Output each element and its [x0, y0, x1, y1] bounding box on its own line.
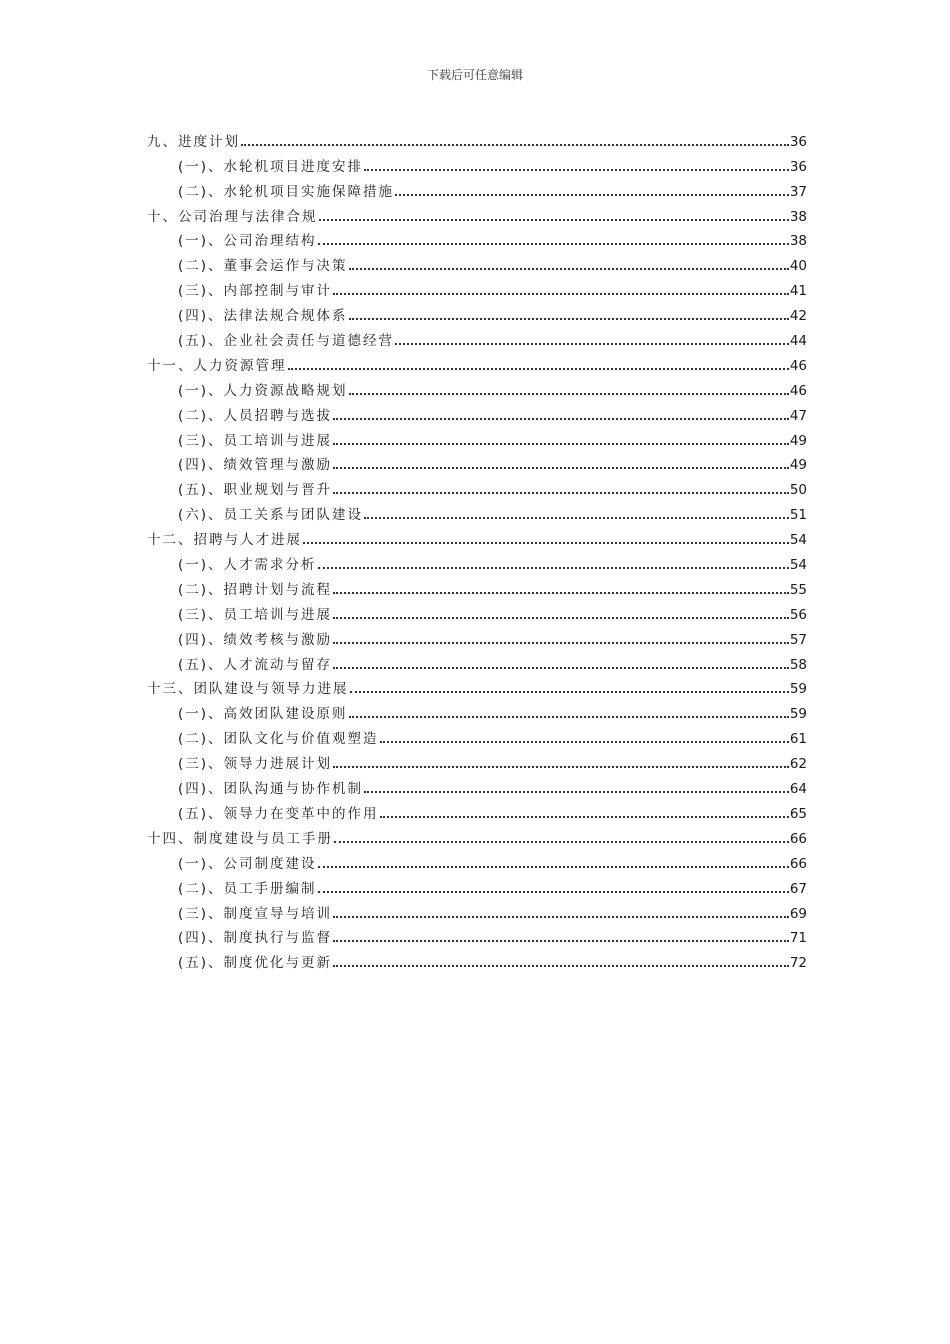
toc-entry-title: 十一、人力资源管理 [147, 357, 287, 374]
toc-entry-title: 十四、制度建设与员工手册 [147, 830, 333, 847]
toc-page-number: 69 [789, 905, 807, 922]
toc-entry-title: (六)、员工关系与团队建设 [178, 507, 364, 524]
toc-page-number: 36 [789, 158, 807, 175]
toc-dot-leader [349, 267, 789, 270]
toc-section-entry[interactable] [147, 573, 807, 598]
toc-entry-title: 十、公司治理与法律合规 [147, 208, 318, 225]
toc-section-entry[interactable] [147, 473, 807, 498]
toc-entry-title: 十二、招聘与人才进展 [147, 532, 302, 549]
toc-chapter-entry[interactable] [147, 349, 807, 374]
toc-dot-leader [318, 890, 789, 893]
toc-section-entry[interactable] [147, 747, 807, 772]
toc-dot-leader [333, 466, 789, 469]
toc-dot-leader [349, 317, 789, 320]
toc-chapter-entry[interactable] [147, 523, 807, 548]
toc-chapter-entry[interactable] [147, 822, 807, 847]
toc-page-number: 37 [789, 183, 807, 200]
toc-entry-title: (五)、人才流动与留存 [178, 656, 333, 673]
toc-chapter-entry[interactable] [147, 125, 807, 150]
toc-section-entry[interactable] [147, 399, 807, 424]
toc-page-number: 61 [789, 731, 807, 748]
toc-entry-title: (四)、绩效考核与激励 [178, 631, 333, 648]
toc-page-number: 64 [789, 781, 807, 798]
toc-page-number: 65 [789, 805, 807, 822]
toc-page-number: 56 [789, 606, 807, 623]
toc-page-number: 38 [789, 233, 807, 250]
toc-entry-title: (一)、高效团队建设原则 [178, 706, 348, 723]
toc-section-entry[interactable] [147, 374, 807, 399]
toc-section-entry[interactable] [147, 623, 807, 648]
toc-dot-leader [380, 740, 789, 743]
toc-dot-leader [333, 442, 789, 445]
toc-page-number: 50 [789, 482, 807, 499]
toc-dot-leader [333, 417, 789, 420]
toc-entry-title: (一)、水轮机项目进度安排 [178, 158, 364, 175]
toc-section-entry[interactable] [147, 897, 807, 922]
toc-entry-title: (三)、员工培训与进展 [178, 606, 333, 623]
toc-section-entry[interactable] [147, 648, 807, 673]
toc-dot-leader [288, 367, 789, 370]
toc-page-number: 36 [789, 133, 807, 150]
toc-page-number: 66 [789, 830, 807, 847]
toc-section-entry[interactable] [147, 150, 807, 175]
toc-entry-title: (四)、绩效管理与激励 [178, 457, 333, 474]
toc-section-entry[interactable] [147, 847, 807, 872]
toc-entry-title: (四)、团队沟通与协作机制 [178, 781, 364, 798]
toc-dot-leader [395, 193, 789, 196]
toc-page-number: 59 [789, 681, 807, 698]
toc-section-entry[interactable] [147, 249, 807, 274]
toc-section-entry[interactable] [147, 772, 807, 797]
toc-page-number: 54 [789, 532, 807, 549]
toc-dot-leader [380, 815, 789, 818]
toc-entry-title: 十三、团队建设与领导力进展 [147, 681, 349, 698]
toc-section-entry[interactable] [147, 872, 807, 897]
toc-dot-leader [303, 541, 789, 544]
toc-dot-leader [364, 168, 789, 171]
toc-page-number: 41 [789, 283, 807, 300]
toc-section-entry[interactable] [147, 946, 807, 971]
toc-entry-title: (四)、法律法规合规体系 [178, 308, 348, 325]
toc-entry-title: (二)、水轮机项目实施保障措施 [178, 183, 395, 200]
toc-section-entry[interactable] [147, 175, 807, 200]
toc-dot-leader [364, 790, 789, 793]
toc-section-entry[interactable] [147, 299, 807, 324]
toc-page-number: 59 [789, 706, 807, 723]
toc-entry-title: (五)、企业社会责任与道德经营 [178, 333, 395, 350]
toc-entry-title: (二)、人员招聘与选拔 [178, 407, 333, 424]
toc-page-number: 49 [789, 432, 807, 449]
toc-dot-leader [349, 715, 789, 718]
toc-page-number: 54 [789, 557, 807, 574]
toc-section-entry[interactable] [147, 449, 807, 474]
toc-dot-leader [364, 516, 789, 519]
toc-page-number: 38 [789, 208, 807, 225]
toc-entry-title: (二)、团队文化与价值观塑造 [178, 731, 379, 748]
toc-section-entry[interactable] [147, 722, 807, 747]
toc-dot-leader [333, 915, 789, 918]
toc-chapter-entry[interactable] [147, 200, 807, 225]
toc-page-number: 47 [789, 407, 807, 424]
toc-section-entry[interactable] [147, 274, 807, 299]
toc-section-entry[interactable] [147, 797, 807, 822]
toc-dot-leader [333, 765, 789, 768]
toc-dot-leader [318, 242, 789, 245]
toc-dot-leader [318, 566, 789, 569]
toc-section-entry[interactable] [147, 424, 807, 449]
toc-dot-leader [333, 964, 789, 967]
toc-page-number: 51 [789, 507, 807, 524]
toc-section-entry[interactable] [147, 697, 807, 722]
toc-entry-title: (一)、公司制度建设 [178, 855, 317, 872]
toc-dot-leader [333, 591, 789, 594]
toc-entry-title: (二)、员工手册编制 [178, 880, 317, 897]
toc-entry-title: (三)、员工培训与进展 [178, 432, 333, 449]
toc-page-number: 58 [789, 656, 807, 673]
toc-entry-title: (五)、领导力在变革中的作用 [178, 805, 379, 822]
toc-page-number: 72 [789, 955, 807, 972]
toc-entry-title: (一)、人力资源战略规划 [178, 382, 348, 399]
toc-dot-leader [333, 939, 789, 942]
toc-page-number: 55 [789, 581, 807, 598]
toc-entry-title: 九、进度计划 [147, 133, 240, 150]
toc-page-number: 71 [789, 930, 807, 947]
toc-page-number: 46 [789, 382, 807, 399]
toc-page-number: 40 [789, 258, 807, 275]
toc-dot-leader [350, 690, 789, 693]
toc-page-number: 42 [789, 308, 807, 325]
toc-section-entry[interactable] [147, 324, 807, 349]
toc-section-entry[interactable] [147, 598, 807, 623]
table-of-contents [147, 125, 807, 971]
toc-entry-title: (三)、内部控制与审计 [178, 283, 333, 300]
toc-dot-leader [241, 143, 789, 146]
toc-entry-title: (一)、公司治理结构 [178, 233, 317, 250]
toc-section-entry[interactable] [147, 548, 807, 573]
toc-dot-leader [395, 342, 789, 345]
page-header: 下载后可任意编辑 [426, 68, 523, 82]
toc-entry-title: (三)、领导力进展计划 [178, 756, 333, 773]
toc-entry-title: (一)、人才需求分析 [178, 557, 317, 574]
toc-chapter-entry[interactable] [147, 673, 807, 698]
toc-page-number: 57 [789, 631, 807, 648]
toc-dot-leader [333, 616, 789, 619]
toc-dot-leader [318, 865, 789, 868]
toc-page-number: 44 [789, 333, 807, 350]
toc-page-number: 46 [789, 357, 807, 374]
toc-entry-title: (三)、制度宣导与培训 [178, 905, 333, 922]
toc-dot-leader [333, 641, 789, 644]
toc-dot-leader [319, 218, 789, 221]
toc-dot-leader [333, 292, 789, 295]
toc-section-entry[interactable] [147, 922, 807, 947]
toc-dot-leader [333, 666, 789, 669]
toc-page-number: 62 [789, 756, 807, 773]
toc-dot-leader [334, 840, 789, 843]
toc-page-number: 67 [789, 880, 807, 897]
toc-entry-title: (二)、招聘计划与流程 [178, 581, 333, 598]
toc-entry-title: (四)、制度执行与监督 [178, 930, 333, 947]
toc-section-entry[interactable] [147, 498, 807, 523]
toc-entry-title: (五)、制度优化与更新 [178, 955, 333, 972]
toc-page-number: 49 [789, 457, 807, 474]
toc-entry-title: (二)、董事会运作与决策 [178, 258, 348, 275]
toc-entry-title: (五)、职业规划与晋升 [178, 482, 333, 499]
toc-dot-leader [349, 392, 789, 395]
toc-dot-leader [333, 491, 789, 494]
toc-page-number: 66 [789, 855, 807, 872]
toc-section-entry[interactable] [147, 225, 807, 250]
